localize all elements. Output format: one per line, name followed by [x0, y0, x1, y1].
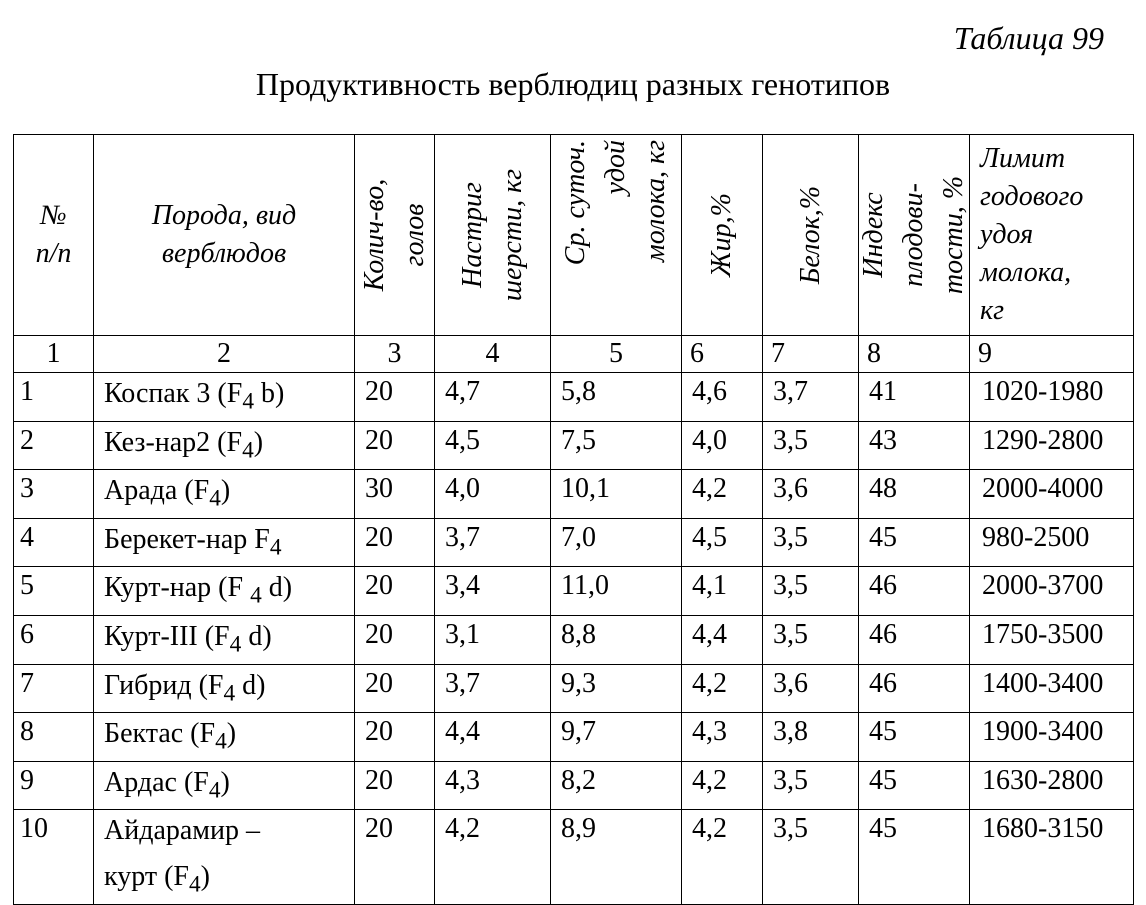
cell-wool: 4,5 [435, 421, 551, 470]
cell-protein: 3,5 [763, 421, 859, 470]
cell-heads: 20 [355, 373, 435, 422]
cell-fat: 4,6 [682, 373, 763, 422]
cell-milk: 8,9 [551, 810, 682, 904]
breed-generation-subscript: 4 [215, 728, 227, 755]
column-number: 9 [970, 336, 1134, 373]
cell-breed [94, 761, 355, 810]
cell-breed [94, 615, 355, 664]
cell-wool: 4,2 [435, 810, 551, 904]
cell-heads: 20 [355, 713, 435, 762]
cell-heads: 20 [355, 567, 435, 616]
breed-name-line1 [104, 375, 354, 421]
breed-name-suffix: d) [235, 669, 266, 701]
cell-fat: 4,2 [682, 810, 763, 904]
col-header-breed-line2: верблюдов [161, 238, 287, 269]
cell-protein: 3,5 [763, 810, 859, 904]
column-number: 8 [859, 336, 970, 373]
col-header-limit [970, 135, 1134, 336]
cell-wool: 3,4 [435, 567, 551, 616]
cell-breed [94, 664, 355, 713]
cell-wool: 4,7 [435, 373, 551, 422]
page-title: Продуктивность верблюдиц разных генотипов [255, 66, 891, 102]
breed-name-suffix: ) [220, 766, 230, 798]
cell-wool: 3,1 [435, 615, 551, 664]
cell-number: 9 [14, 761, 94, 810]
table-row [14, 470, 1134, 519]
cell-protein: 3,5 [763, 761, 859, 810]
cell-milk: 9,7 [551, 713, 682, 762]
cell-number: 10 [14, 810, 94, 904]
cell-wool: 3,7 [435, 664, 551, 713]
cell-protein: 3,8 [763, 713, 859, 762]
col-header-fertility-line1: Индекс [858, 192, 889, 278]
column-number: 1 [14, 336, 94, 373]
breed-name-text: Кез-нар2 (F [104, 426, 243, 458]
cell-milk: 7,0 [551, 518, 682, 567]
col-header-fat [682, 135, 763, 336]
table-row [14, 518, 1134, 567]
breed-name-suffix: ) [226, 718, 237, 750]
table-row [14, 664, 1134, 713]
table-row [14, 373, 1134, 422]
table-row [14, 761, 1134, 810]
cell-breed [94, 373, 355, 422]
cell-breed [94, 518, 355, 567]
cell-fertility: 43 [859, 421, 970, 470]
cell-fat: 4,1 [682, 567, 763, 616]
breed-generation-subscript: 4 [188, 871, 201, 898]
breed-name-text: Берекет-нар F [104, 523, 270, 555]
cell-fat: 4,3 [682, 713, 763, 762]
breed-name-text: Гибрид (F [104, 669, 224, 701]
cell-protein: 3,5 [763, 518, 859, 567]
col-header-milk-line3: молока, кг [640, 140, 671, 263]
breed-name-suffix: ) [220, 475, 231, 507]
col-header-limit-line3: удоя [980, 219, 1034, 250]
cell-fertility: 45 [859, 810, 970, 904]
cell-number: 3 [14, 470, 94, 519]
cell-protein: 3,6 [763, 470, 859, 519]
col-header-milk [551, 135, 682, 336]
cell-limit: 1290-2800 [970, 421, 1134, 470]
column-number: 4 [435, 336, 551, 373]
col-header-milk-line1: Ср. суточ. [560, 140, 591, 266]
col-header-limit-line4: молока, [980, 257, 1072, 288]
cell-number: 5 [14, 567, 94, 616]
col-header-protein [763, 135, 859, 336]
col-header-limit-line5: кг [980, 295, 1005, 326]
col-header-fertility-line2: плодови- [898, 183, 929, 287]
cell-fertility: 45 [859, 713, 970, 762]
col-header-milk-line2: удой [600, 140, 631, 195]
cell-fertility: 46 [859, 567, 970, 616]
breed-name-line1 [104, 424, 354, 470]
cell-protein: 3,5 [763, 567, 859, 616]
cell-fat: 4,2 [682, 761, 763, 810]
productivity-table [13, 134, 1134, 905]
col-header-wool-line2: шерсти, кг [496, 168, 528, 302]
breed-name-line1 [104, 569, 354, 615]
breed-name-text: Коспак 3 (F [104, 378, 243, 409]
breed-name-suffix: ) [253, 426, 264, 458]
cell-fat: 4,5 [682, 518, 763, 567]
col-header-breed-line1: Порода, вид [151, 200, 297, 231]
cell-number: 7 [14, 664, 94, 713]
cell-heads: 30 [355, 470, 435, 519]
cell-fertility: 45 [859, 518, 970, 567]
cell-heads: 20 [355, 421, 435, 470]
col-header-fat-line1: Жир,% [706, 193, 737, 277]
breed-name-line2 [104, 858, 354, 904]
cell-breed [94, 713, 355, 762]
col-header-protein-line1: Белок,% [794, 185, 826, 285]
cell-heads: 20 [355, 761, 435, 810]
breed-name-text: Курт-III (F [104, 620, 230, 652]
cell-fat: 4,4 [682, 615, 763, 664]
cell-fat: 4,0 [682, 421, 763, 470]
table-number: Таблица 99 [953, 20, 1104, 56]
col-header-wool [435, 135, 551, 336]
cell-limit: 1750-3500 [970, 615, 1134, 664]
cell-wool: 4,3 [435, 761, 551, 810]
cell-limit: 2000-4000 [970, 470, 1134, 519]
cell-fat: 4,2 [682, 470, 763, 519]
col-header-heads [355, 135, 435, 336]
column-number: 6 [682, 336, 763, 373]
cell-wool: 4,4 [435, 713, 551, 762]
cell-number: 1 [14, 373, 94, 422]
cell-limit: 1680-3150 [970, 810, 1134, 904]
col-header-limit-line1: Лимит [980, 143, 1066, 174]
breed-name-text: Айдарамир – [104, 815, 261, 847]
breed-generation-subscript: 4 [250, 582, 262, 609]
cell-breed [94, 810, 355, 904]
breed-name-line1 [104, 472, 354, 518]
col-header-number-line2: п/п [35, 238, 72, 269]
column-number-row [14, 336, 1134, 373]
col-header-heads-line2: голов [398, 203, 430, 267]
cell-heads: 20 [355, 518, 435, 567]
breed-name-text: Ардас (F [104, 766, 209, 798]
breed-name-suffix: b) [254, 378, 285, 409]
cell-protein: 3,6 [763, 664, 859, 713]
table-row [14, 713, 1134, 762]
breed-generation-subscript: 4 [209, 485, 221, 512]
cell-milk: 9,3 [551, 664, 682, 713]
cell-limit: 1400-3400 [970, 664, 1134, 713]
cell-milk: 8,2 [551, 761, 682, 810]
breed-name-suffix: ) [200, 860, 210, 892]
cell-fertility: 45 [859, 761, 970, 810]
breed-generation-subscript: 4 [242, 388, 254, 415]
breed-name-line1 [104, 764, 354, 810]
breed-name-suffix: d) [241, 620, 272, 652]
table-row [14, 615, 1134, 664]
col-header-number-line1: № [40, 200, 67, 231]
cell-breed [94, 421, 355, 470]
cell-fertility: 48 [859, 470, 970, 519]
cell-number: 4 [14, 518, 94, 567]
cell-wool: 4,0 [435, 470, 551, 519]
breed-name-line1 [104, 618, 354, 664]
cell-heads: 20 [355, 615, 435, 664]
cell-number: 2 [14, 421, 94, 470]
table-row [14, 810, 1134, 904]
col-header-wool-line1: Настриг [456, 182, 488, 288]
cell-limit: 1900-3400 [970, 713, 1134, 762]
cell-breed [94, 567, 355, 616]
column-number: 3 [355, 336, 435, 373]
cell-heads: 20 [355, 664, 435, 713]
column-number: 5 [551, 336, 682, 373]
table-row [14, 421, 1134, 470]
cell-limit: 1630-2800 [970, 761, 1134, 810]
breed-name-text: Курт-нар (F [104, 572, 251, 604]
col-header-fertility [859, 135, 970, 336]
col-header-breed [94, 135, 355, 336]
breed-generation-subscript: 4 [242, 437, 254, 464]
breed-name-line1 [104, 715, 354, 761]
cell-fertility: 46 [859, 615, 970, 664]
breed-generation-subscript: 4 [229, 631, 242, 658]
col-header-fertility-line3: тости, % [938, 175, 969, 295]
col-header-heads-line1: Колич-во, [358, 178, 390, 292]
breed-name-text: Арада (F [104, 475, 210, 507]
cell-limit: 2000-3700 [970, 567, 1134, 616]
cell-number: 8 [14, 713, 94, 762]
table-row [14, 567, 1134, 616]
breed-name-text: курт (F [104, 860, 189, 892]
cell-heads: 20 [355, 810, 435, 904]
cell-fertility: 46 [859, 664, 970, 713]
cell-breed [94, 470, 355, 519]
cell-fertility: 41 [859, 373, 970, 422]
cell-milk: 10,1 [551, 470, 682, 519]
cell-number: 6 [14, 615, 94, 664]
breed-name-line1 [104, 521, 354, 567]
breed-name-line1 [104, 812, 354, 858]
col-header-limit-line2: годового [980, 181, 1084, 212]
cell-limit: 1020-1980 [970, 373, 1134, 422]
cell-milk: 8,8 [551, 615, 682, 664]
cell-milk: 11,0 [551, 567, 682, 616]
breed-name-text: Бектас (F [104, 718, 216, 750]
header-row [14, 135, 1134, 336]
cell-fat: 4,2 [682, 664, 763, 713]
column-number: 2 [94, 336, 355, 373]
breed-generation-subscript: 4 [269, 534, 282, 561]
cell-wool: 3,7 [435, 518, 551, 567]
cell-protein: 3,5 [763, 615, 859, 664]
cell-protein: 3,7 [763, 373, 859, 422]
cell-milk: 5,8 [551, 373, 682, 422]
breed-name-suffix: d) [261, 572, 293, 604]
breed-generation-subscript: 4 [223, 680, 236, 707]
cell-limit: 980-2500 [970, 518, 1134, 567]
column-number: 7 [763, 336, 859, 373]
col-header-number [14, 135, 94, 336]
cell-milk: 7,5 [551, 421, 682, 470]
breed-generation-subscript: 4 [208, 777, 221, 804]
breed-name-line1 [104, 667, 354, 713]
